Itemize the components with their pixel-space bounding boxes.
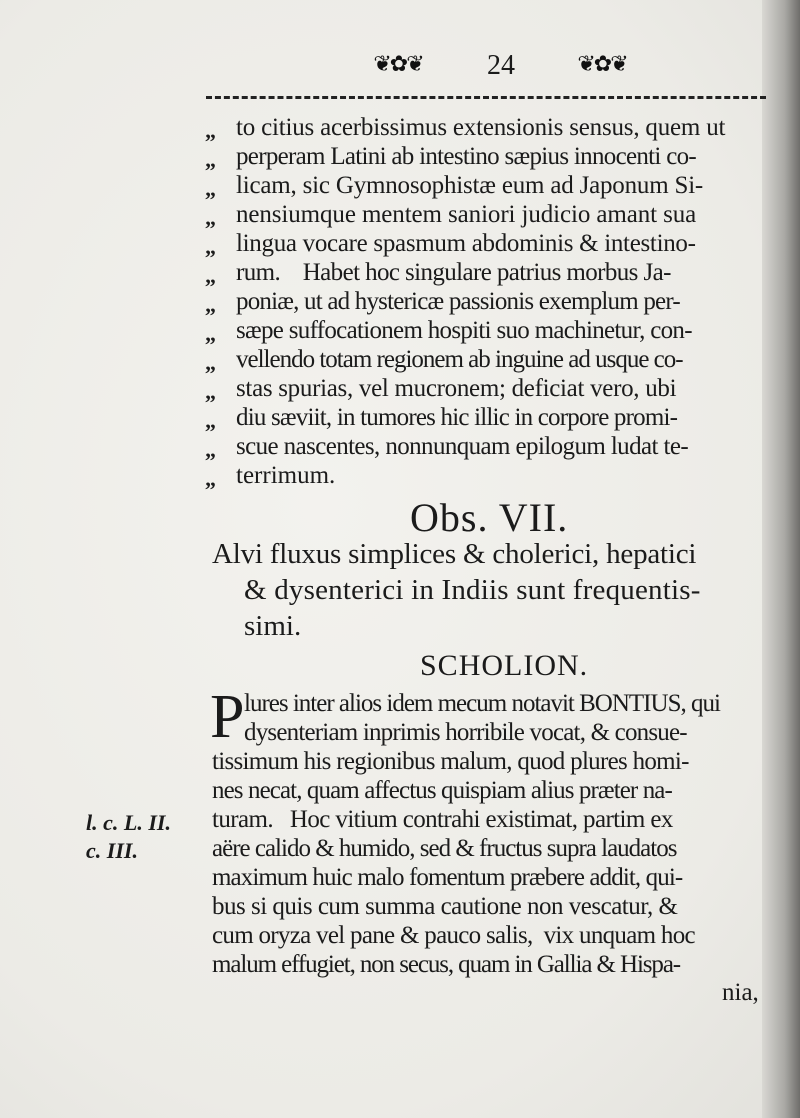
- drop-cap: P: [210, 683, 245, 751]
- quote-mark: „: [205, 292, 216, 317]
- page-header: [355, 44, 645, 88]
- scholion-line: tissimum his regionibus malum, quod plures homi-: [212, 748, 689, 775]
- scholion-line: cum oryza vel pane & pauco salis, vix unquam hoc: [212, 922, 695, 949]
- margin-note-line: l. c. L. II.: [86, 810, 171, 835]
- scholion-line: dysenteriam inprimis horribile vocat, & consue-: [244, 719, 687, 746]
- scholion-line: bus si quis cum summa cautione non vescatur, &: [212, 893, 678, 920]
- quoted-line: stas spurias, vel mucronem; deficiat vero, ubi: [236, 375, 677, 402]
- margin-note-line: c. III.: [86, 838, 138, 863]
- quoted-line: terrimum.: [236, 462, 336, 489]
- quoted-line: vellendo totam regionem ab inguine ad usque co-: [236, 346, 683, 373]
- header-rule: [206, 96, 766, 99]
- observation-line: & dysenterici in Indiis sunt frequentis-: [244, 574, 701, 606]
- quote-mark: „: [205, 176, 216, 201]
- quoted-line: scue nascentes, nonnunquam epilogum ludat te-: [236, 433, 689, 460]
- quote-mark: „: [205, 147, 216, 172]
- page-number: 24: [487, 50, 515, 81]
- quote-mark: „: [205, 263, 216, 288]
- observation-line: Alvi fluxus simplices & cholerici, hepatici: [212, 538, 697, 570]
- ornament-left-icon: ❦✿❦: [373, 52, 423, 77]
- quote-mark: „: [205, 321, 216, 346]
- quote-mark: „: [205, 118, 216, 143]
- observation-line: simi.: [244, 610, 302, 642]
- scholion-line: maximum huic malo fomentum præbere addit, qui-: [212, 864, 683, 891]
- observation-heading: Obs. VII.: [410, 495, 569, 540]
- quoted-line: rum. Habet hoc singulare patrius morbus Ja-: [236, 259, 671, 286]
- quoted-line: perperam Latini ab intestino sæpius innocenti co-: [236, 143, 697, 170]
- quoted-line: lingua vocare spasmum abdominis & intestino-: [236, 230, 696, 257]
- quote-mark: „: [205, 466, 216, 491]
- quoted-line: to citius acerbissimus extensionis sensus, quem ut: [236, 114, 726, 141]
- scholion-line: nes necat, quam affectus quispiam alius præter na-: [212, 777, 672, 804]
- quote-mark: „: [205, 350, 216, 375]
- catchword: nia,: [722, 979, 759, 1006]
- quote-mark: „: [205, 379, 216, 404]
- binding-gutter: [762, 0, 800, 1118]
- quoted-line: diu sæviit, in tumores hic illic in corpore promi-: [236, 404, 678, 431]
- quote-mark: „: [205, 437, 216, 462]
- quoted-line: poniæ, ut ad hystericæ passionis exemplum per-: [236, 288, 680, 315]
- quote-mark: „: [205, 234, 216, 259]
- quote-mark: „: [205, 205, 216, 230]
- scholion-heading: SCHOLION.: [420, 649, 589, 682]
- quoted-line: nensiumque mentem saniori judicio amant sua: [236, 201, 697, 228]
- quote-mark: „: [205, 408, 216, 433]
- scholion-line: lures inter alios idem mecum notavit BONTIUS, qui: [244, 690, 720, 717]
- ornament-right-icon: ❦✿❦: [577, 52, 627, 77]
- quoted-line: licam, sic Gymnosophistæ eum ad Japonum Si-: [236, 172, 704, 199]
- scholion-line: malum effugiet, non secus, quam in Gallia & Hispa-: [212, 951, 681, 978]
- quoted-line: sæpe suffocationem hospiti suo machinetur, con-: [236, 317, 692, 344]
- scholion-line: aëre calido & humido, sed & fructus supra laudatos: [212, 835, 677, 862]
- scholion-line: turam. Hoc vitium contrahi existimat, partim ex: [212, 806, 673, 833]
